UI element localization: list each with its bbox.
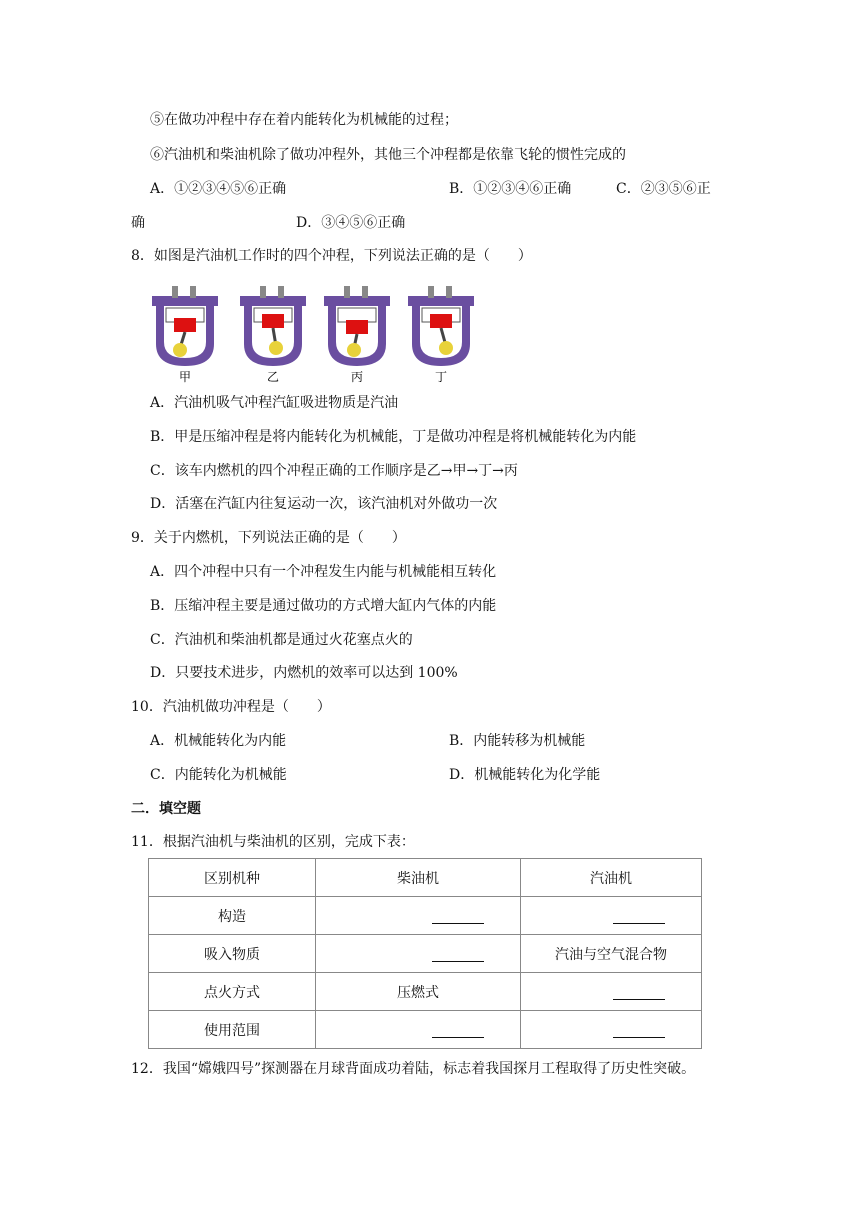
table-row: [149, 1011, 702, 1049]
engine-strokes-figure: [150, 284, 480, 384]
answer-blank[interactable]: [613, 985, 665, 1000]
engine-diagram-jia: [152, 286, 218, 366]
statement-6: ⑥汽油机和柴油机除了做功冲程外，其他三个冲程都是依靠飞轮的惯性完成的: [150, 147, 626, 163]
answer-blank[interactable]: [432, 1023, 484, 1038]
q7-option-c: C．②③⑤⑥正: [616, 181, 711, 197]
q9-option-d: D．只要技术进步，内燃机的效率可以达到 100%: [150, 665, 458, 681]
answer-blank-cell[interactable]: [316, 1011, 521, 1049]
table-cell: 压燃式: [316, 973, 521, 1011]
table-cell: 使用范围: [149, 1011, 316, 1049]
q8-option-a: A．汽油机吸气冲程汽缸吸进物质是汽油: [150, 395, 399, 411]
answer-blank-cell[interactable]: [521, 897, 702, 935]
q9-option-b: B．压缩冲程主要是通过做功的方式增大缸内气体的内能: [150, 598, 497, 614]
label-bing: 丙: [350, 370, 364, 384]
table-cell: 汽油与空气混合物: [521, 935, 702, 973]
question-10: 10．汽油机做功冲程是（ ）: [131, 699, 331, 715]
answer-blank[interactable]: [432, 909, 484, 924]
q9-option-a: A．四个冲程中只有一个冲程发生内能与机械能相互转化: [150, 564, 497, 580]
table-header-row: [149, 859, 702, 897]
q9-option-c: C．汽油机和柴油机都是通过火花塞点火的: [150, 632, 413, 648]
label-jia: 甲: [178, 370, 192, 384]
q8-option-c: C．该车内燃机的四个冲程正确的工作顺序是乙→甲→丁→丙: [150, 463, 518, 479]
q10-option-d: D．机械能转化为化学能: [449, 767, 601, 783]
q7-option-d: D．③④⑤⑥正确: [296, 215, 406, 231]
engine-diagram-yi: [240, 286, 306, 366]
answer-blank[interactable]: [613, 1023, 665, 1038]
engine-diagram-bing: [324, 286, 390, 366]
label-yi: 乙: [266, 370, 280, 384]
q8-option-d: D．活塞在汽缸内往复运动一次，该汽油机对外做功一次: [150, 496, 498, 512]
table-header-cell: 柴油机: [316, 859, 521, 897]
q7-option-b: B．①②③④⑥正确: [449, 181, 572, 197]
table-row: [149, 973, 702, 1011]
table-row: [149, 935, 702, 973]
table-header-cell: 区别机种: [149, 859, 316, 897]
question-11: 11．根据汽油机与柴油机的区别，完成下表：: [131, 834, 415, 850]
answer-blank-cell[interactable]: [521, 973, 702, 1011]
answer-blank-cell[interactable]: [521, 1011, 702, 1049]
answer-blank-cell[interactable]: [316, 935, 521, 973]
q8-option-b: B．甲是压缩冲程是将内能转化为机械能，丁是做功冲程是将机械能转化为内能: [150, 429, 637, 445]
table-row: [149, 897, 702, 935]
question-8: 8．如图是汽油机工作时的四个冲程，下列说法正确的是（ ）: [131, 248, 532, 264]
table-cell: 构造: [149, 897, 316, 935]
q10-option-a: A．机械能转化为内能: [150, 733, 287, 749]
table-cell: 点火方式: [149, 973, 316, 1011]
question-9: 9．关于内燃机，下列说法正确的是（ ）: [131, 530, 406, 546]
answer-blank[interactable]: [613, 909, 665, 924]
comparison-table: [148, 858, 702, 1049]
label-ding: 丁: [434, 370, 448, 384]
q10-option-c: C．内能转化为机械能: [150, 767, 287, 783]
table-header-cell: 汽油机: [521, 859, 702, 897]
statement-5: ⑤在做功冲程中存在着内能转化为机械能的过程；: [150, 112, 458, 128]
answer-blank-cell[interactable]: [316, 897, 521, 935]
engine-diagram-ding: [408, 286, 474, 366]
question-12: 12．我国“嫦娥四号”探测器在月球背面成功着陆，标志着我国探月工程取得了历史性突破。: [131, 1061, 696, 1077]
table-cell: 吸入物质: [149, 935, 316, 973]
section-heading: 二．填空题: [131, 801, 201, 817]
q7-option-c-cont: 确: [131, 215, 145, 231]
q7-option-a: A．①②③④⑤⑥正确: [150, 181, 287, 197]
answer-blank[interactable]: [432, 947, 484, 962]
q10-option-b: B．内能转移为机械能: [449, 733, 586, 749]
